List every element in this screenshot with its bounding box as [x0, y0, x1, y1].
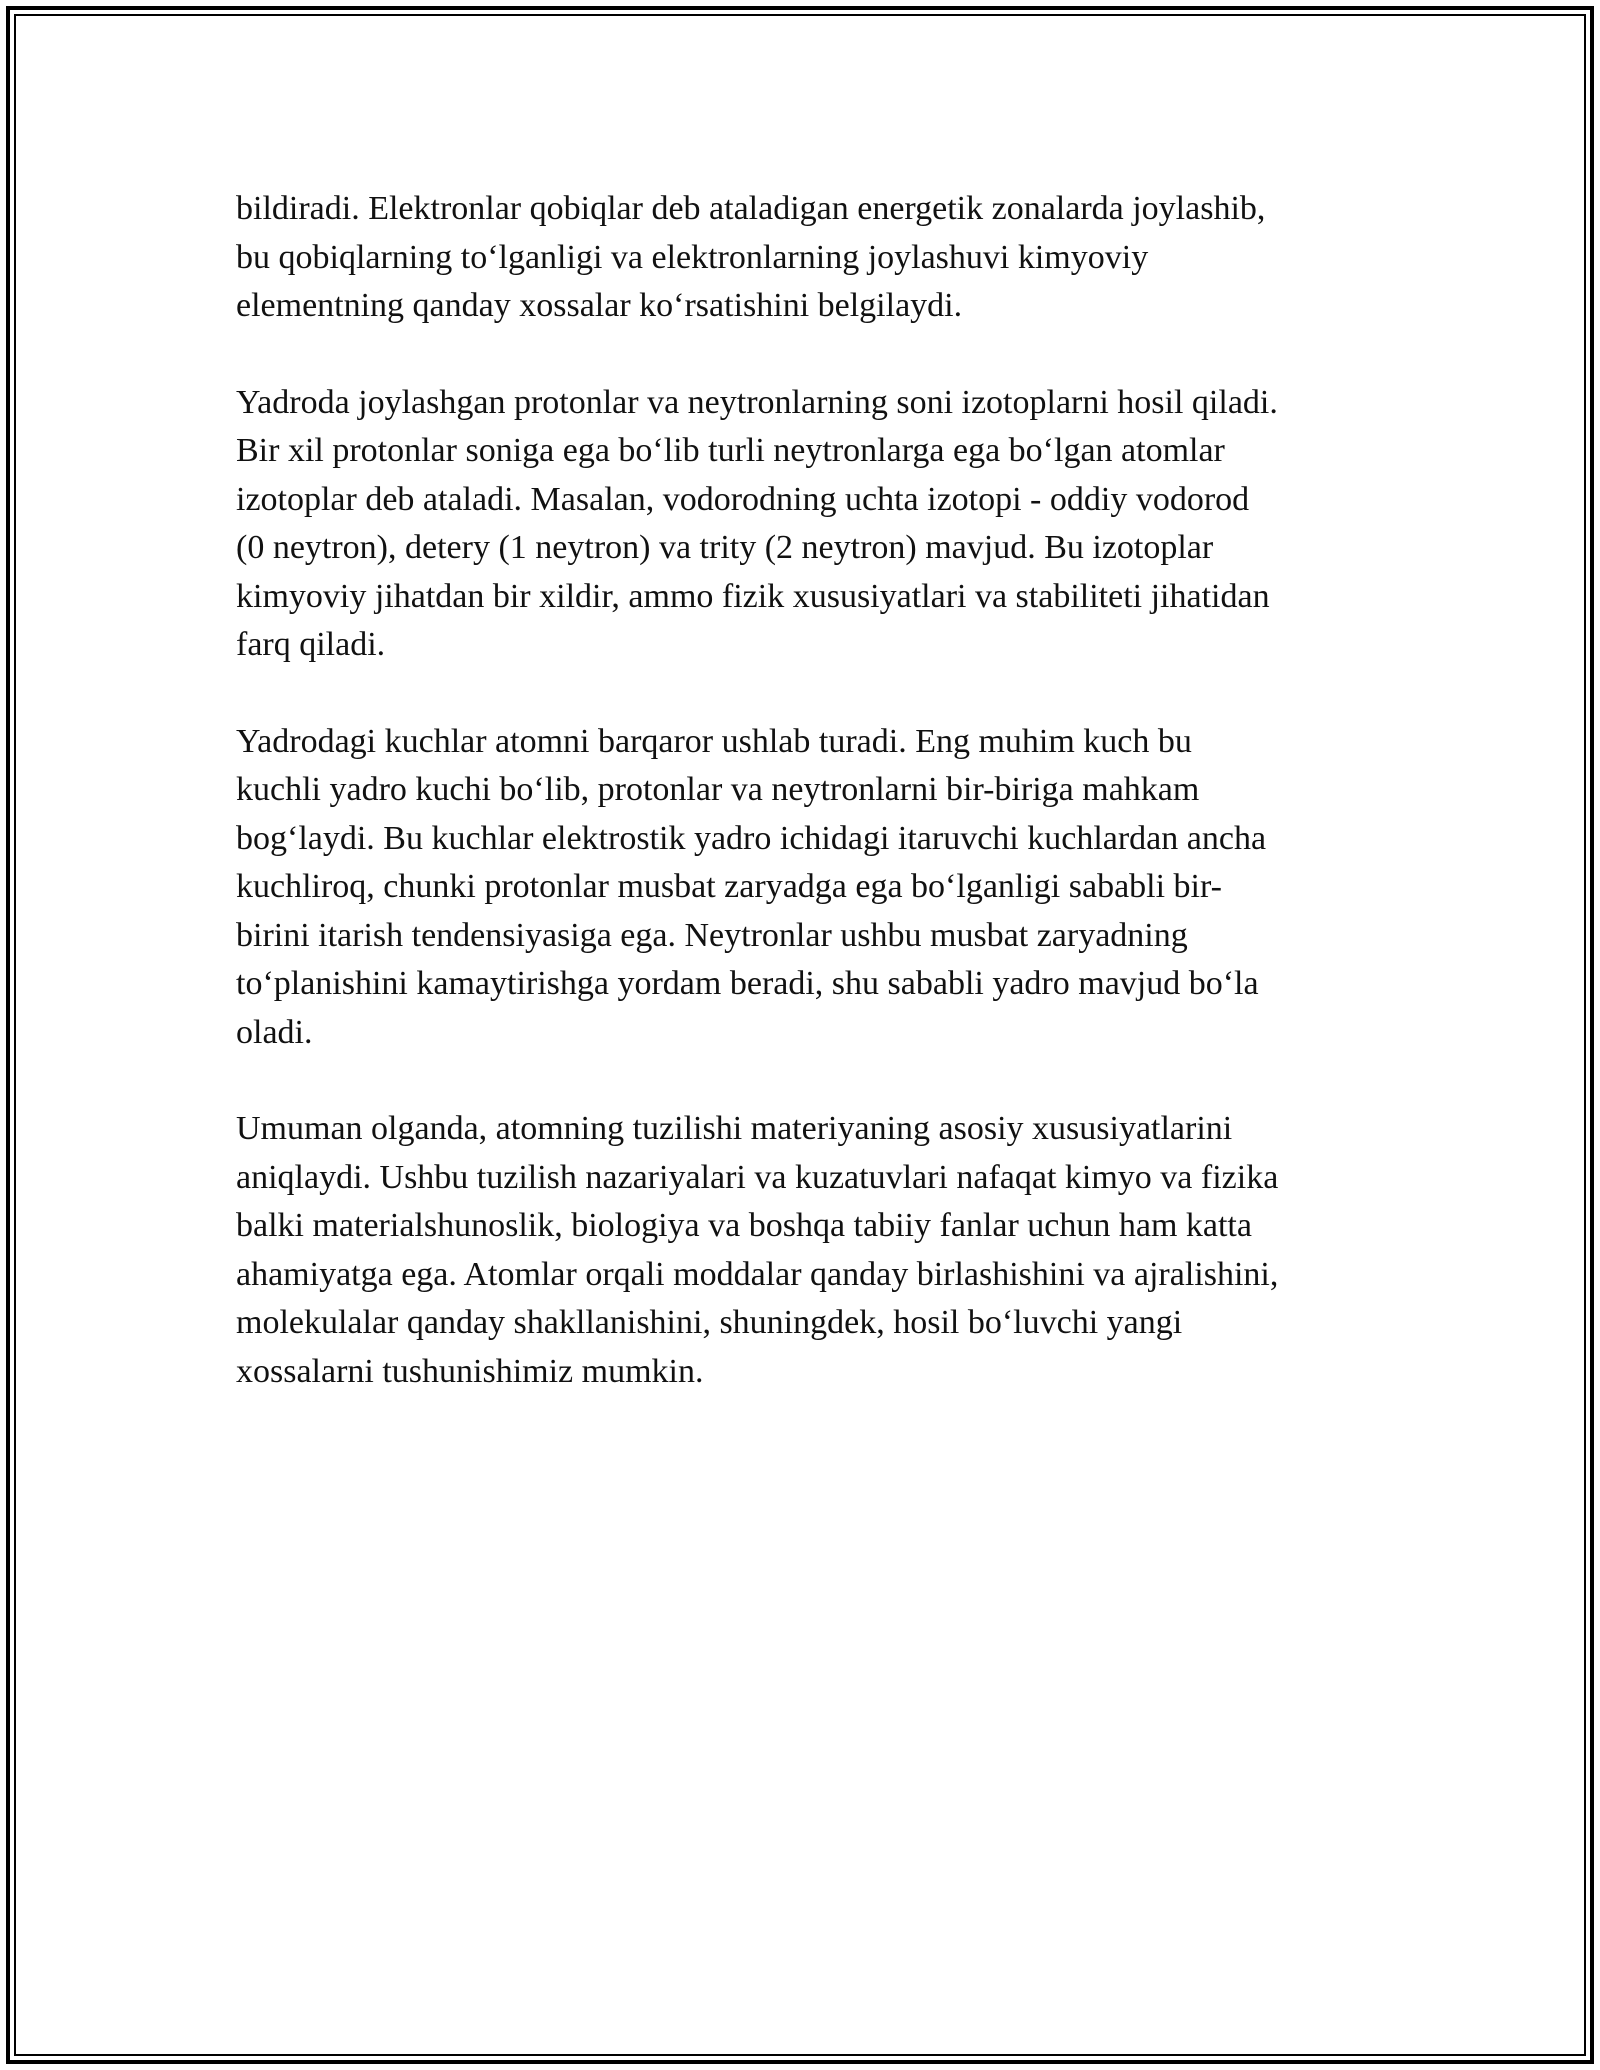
- paragraph-conclusion: Umuman olganda, atomning tuzilishi materiyaning asosiy xususiyatlarini aniqlaydi. Ushbu tuzilish nazariyalari va kuzatuvlari nafaqat kimyo va fizika balki materialshunoslik, biologiya va boshqa tabiiy fanlar uchun ham katta ahamiyatga ega. Atomlar orqali moddalar qanday birlashishini va ajralishini, molekulalar qanday shakllanishini, shuningdek, hosil bo‘luvchi yangi xossalarni tushunishimiz mumkin.: [236, 1110, 1279, 1390]
- paragraph-isotopes: Yadroda joylashgan protonlar va neytronlarning soni izotoplarni hosil qiladi. Bir xil protonlar soniga ega bo‘lib turli neytronlarga ega bo‘lgan atomlar izotoplar deb ataladi. Masalan, vodorodning uchta izotopi - oddiy vodorod (0 neytron), detery (1 neytron) va trity (2 neytron) mavjud. Bu izotoplar kimyoviy jihatdan bir xildir, ammo fizik xususiyatlari va stabiliteti jihatidan farq qiladi.: [236, 383, 1278, 663]
- document-body: [236, 185, 1376, 1444]
- paragraph-nuclear-forces: Yadrodagi kuchlar atomni barqaror ushlab turadi. Eng muhim kuch bu kuchli yadro kuchi bo‘lib, protonlar va neytronlarni bir-biriga mahkam bog‘laydi. Bu kuchlar elektrostik yadro ichidagi itaruvchi kuchlardan ancha kuchliroq, chunki protonlar musbat zaryadga ega bo‘lganligi sababli bir- birini itarish tendensiyasiga ega. Neytronlar ushbu musbat zaryadning to‘planishini kamaytirishga yordam beradi, shu sababli yadro mavjud bo‘la oladi.: [236, 722, 1267, 1051]
- paragraph-electron-shells: bildiradi. Elektronlar qobiqlar deb ataladigan energetik zonalarda joylashib, bu qobiqlarning to‘lganligi va elektronlarning joylashuvi kimyoviy elementning qanday xossalar ko‘rsatishini belgilaydi.: [236, 190, 1266, 324]
